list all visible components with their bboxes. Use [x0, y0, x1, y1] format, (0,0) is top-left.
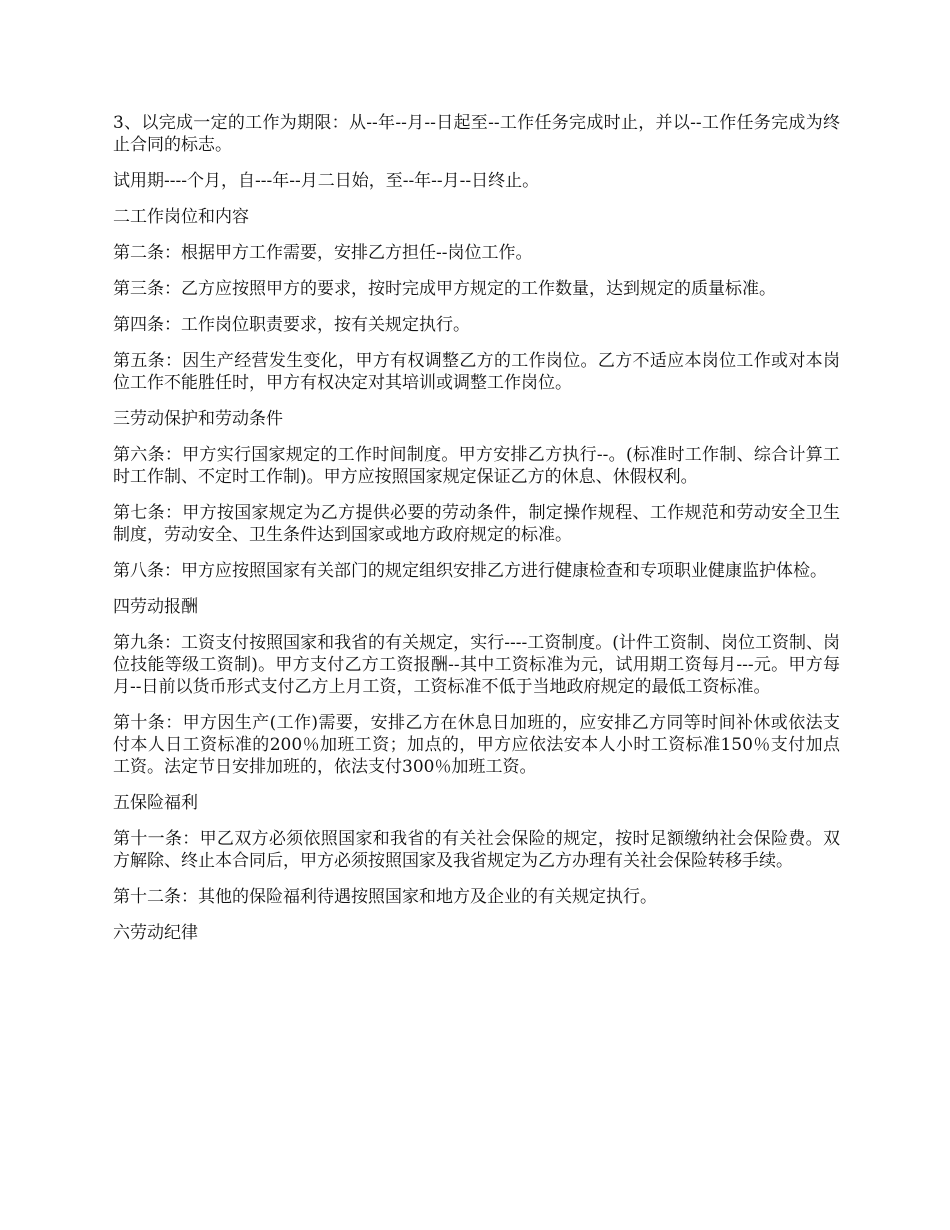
- section-heading-insurance: 五保险福利: [113, 793, 198, 813]
- document-body: [113, 112, 840, 958]
- paragraph-probation: 试用期----个月，自---年--月二日始，至--年--月--日终止。: [113, 171, 540, 191]
- paragraph-article-11: 第十一条：甲乙双方必须依照国家和我省的有关社会保险的规定，按时足额缴纳社会保险费。双方解除、终止本合同后，甲方必须按照国家及我省规定为乙方办理有关社会保险转移手续。: [113, 829, 840, 871]
- paragraph-article-10: 第十条：甲方因生产(工作)需要，安排乙方在休息日加班的，应安排乙方同等时间补休或依法支付本人日工资标准的200％加班工资；加点的，甲方应依法安本人小时工资标准150％支付加点工资。法定节日安排加班的，依法支付300％加班工资。: [113, 713, 840, 777]
- paragraph-article-4: 第四条：工作岗位职责要求，按有关规定执行。: [113, 315, 470, 335]
- paragraph-article-7: 第七条：甲方按国家规定为乙方提供必要的劳动条件，制定操作规程、工作规范和劳动安全卫生制度，劳动安全、卫生条件达到国家或地方政府规定的标准。: [113, 503, 840, 545]
- paragraph-article-12: 第十二条：其他的保险福利待遇按照国家和地方及企业的有关规定执行。: [113, 887, 657, 907]
- paragraph-term-by-task: 3、以完成一定的工作为期限：从--年--月--日起至--工作任务完成时止，并以--工作任务完成为终止合同的标志。: [113, 113, 840, 155]
- paragraph-article-9: 第九条：工资支付按照国家和我省的有关规定，实行----工资制度。(计件工资制、岗位工资制、岗位技能等级工资制)。甲方支付乙方工资报酬--其中工资标准为元，试用期工资每月---元。甲方每月--日前以货币形式支付乙方上月工资，工资标准不低于当地政府规定的最低工资标准。: [113, 633, 840, 697]
- paragraph-article-8: 第八条：甲方应按照国家有关部门的规定组织安排乙方进行健康检查和专项职业健康监护体检。: [113, 561, 827, 581]
- paragraph-article-3: 第三条：乙方应按照甲方的要求，按时完成甲方规定的工作数量，达到规定的质量标准。: [113, 279, 776, 299]
- section-heading-labor-protection: 三劳动保护和劳动条件: [113, 409, 283, 429]
- section-heading-discipline: 六劳动纪律: [113, 923, 198, 943]
- paragraph-article-2: 第二条：根据甲方工作需要，安排乙方担任--岗位工作。: [113, 243, 533, 263]
- paragraph-article-5: 第五条：因生产经营发生变化，甲方有权调整乙方的工作岗位。乙方不适应本岗位工作或对本岗位工作不能胜任时，甲方有权决定对其培训或调整工作岗位。: [113, 351, 840, 393]
- section-heading-remuneration: 四劳动报酬: [113, 597, 198, 617]
- section-heading-job: 二工作岗位和内容: [113, 207, 249, 227]
- paragraph-article-6: 第六条：甲方实行国家规定的工作时间制度。甲方安排乙方执行--。(标准时工作制、综合计算工时工作制、不定时工作制)。甲方应按照国家规定保证乙方的休息、休假权利。: [113, 445, 840, 487]
